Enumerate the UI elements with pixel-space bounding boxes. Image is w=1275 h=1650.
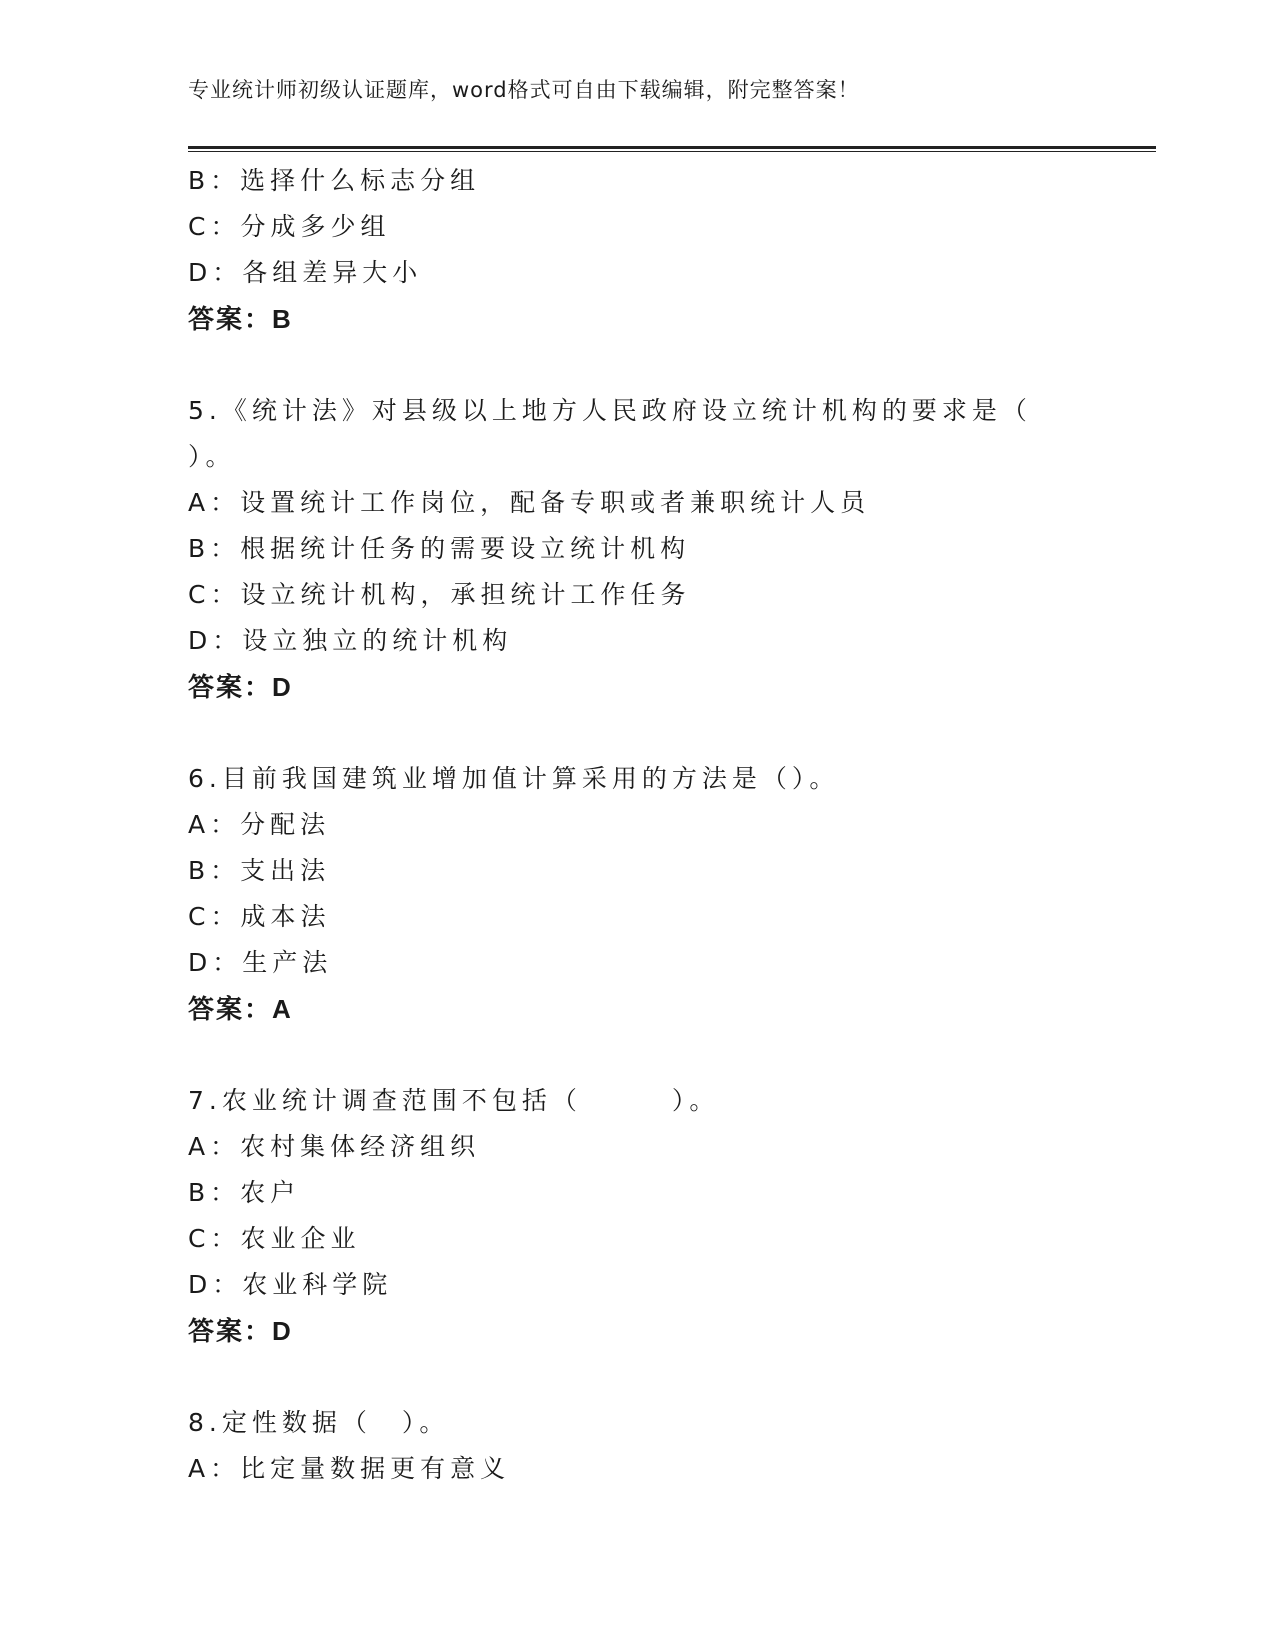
answer-option: B：根据统计任务的需要设立统计机构	[188, 534, 691, 563]
question-stem: ）。	[188, 442, 236, 471]
answer-option: D：农业科学院	[188, 1270, 393, 1299]
answer-option: D：设立独立的统计机构	[188, 626, 513, 655]
blank-line	[188, 342, 1156, 388]
answer-option: A：农村集体经济组织	[188, 1132, 481, 1161]
answer-option: B：选择什么标志分组	[188, 166, 481, 195]
answer-option: C：成本法	[188, 902, 331, 931]
answer-option: D：生产法	[188, 948, 333, 977]
blank-line	[188, 1032, 1156, 1078]
question-stem: 7.农业统计调查范围不包括（ ）。	[188, 1086, 720, 1115]
question-stem: 6.目前我国建筑业增加值计算采用的方法是（）。	[188, 764, 840, 793]
question-stem: 8.定性数据（ ）。	[188, 1408, 450, 1437]
blank-line	[188, 1354, 1156, 1400]
answer-line: 答案：B	[188, 304, 293, 334]
answer-option: A：分配法	[188, 810, 331, 839]
answer-option: D：各组差异大小	[188, 258, 423, 287]
answer-line: 答案：A	[188, 994, 293, 1024]
answer-option: B：支出法	[188, 856, 331, 885]
header-rule-thick	[188, 146, 1156, 149]
blank-line	[188, 710, 1156, 756]
question-stem: 5.《统计法》对县级以上地方人民政府设立统计机构的要求是（	[188, 396, 1032, 425]
answer-line: 答案：D	[188, 1316, 293, 1346]
document-header: 专业统计师初级认证题库，word格式可自由下载编辑，附完整答案！	[188, 78, 860, 102]
answer-option: B：农户	[188, 1178, 301, 1207]
answer-option: A：设置统计工作岗位，配备专职或者兼职统计人员	[188, 488, 871, 517]
answer-option: A：比定量数据更有意义	[188, 1454, 511, 1483]
answer-option: C：农业企业	[188, 1224, 361, 1253]
answer-option: C：分成多少组	[188, 212, 391, 241]
question-list	[188, 158, 1156, 1492]
header-rule-thin	[188, 151, 1156, 152]
answer-line: 答案：D	[188, 672, 293, 702]
answer-option: C：设立统计机构，承担统计工作任务	[188, 580, 691, 609]
